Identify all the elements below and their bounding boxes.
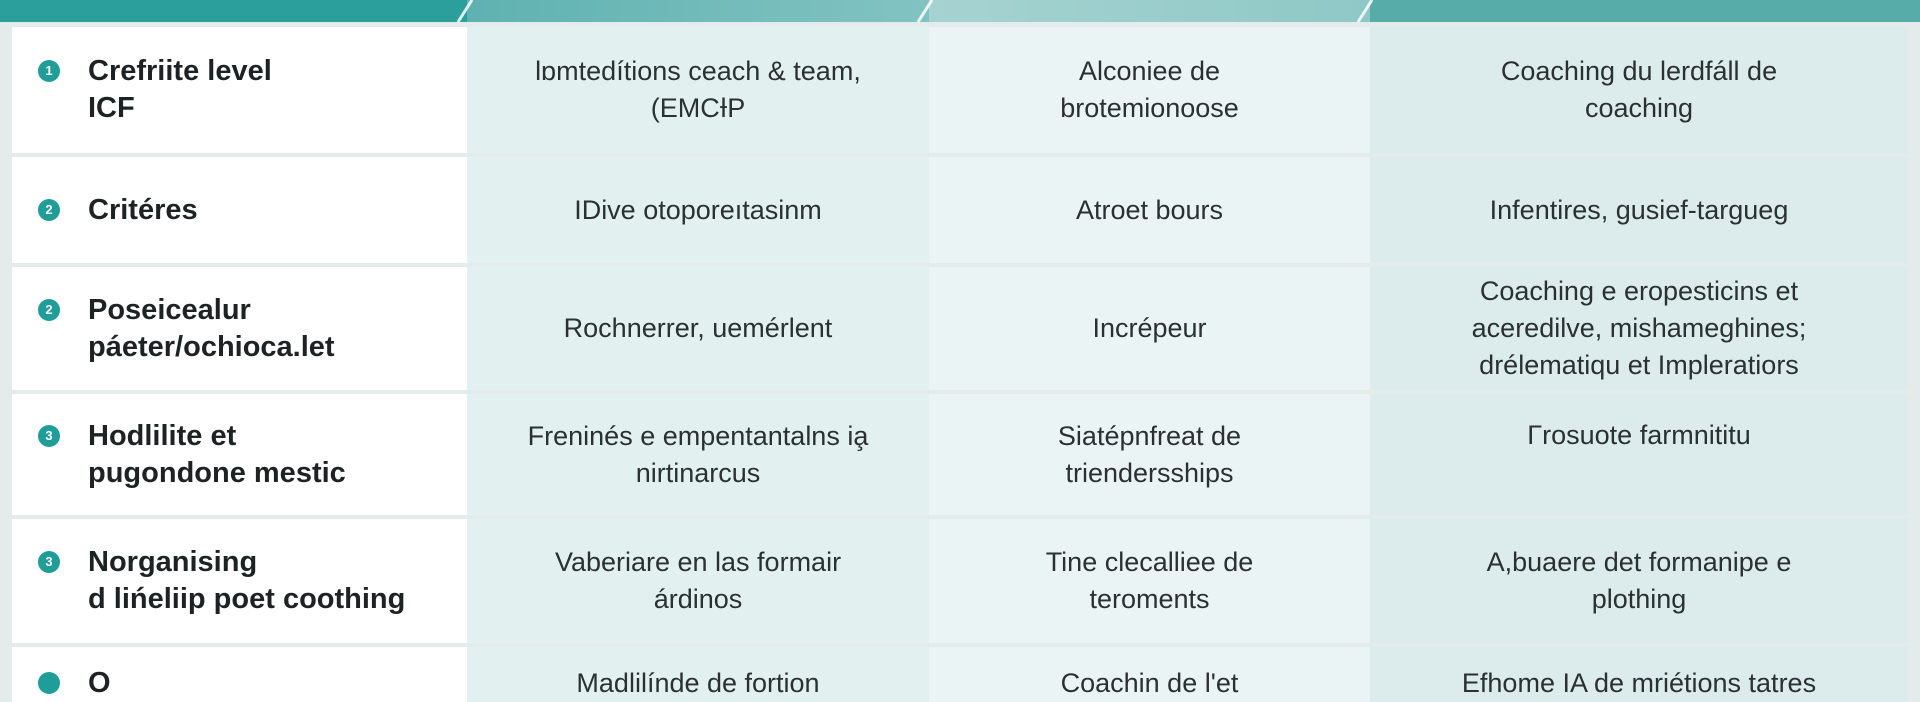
row-number-badge: 2 xyxy=(38,199,60,221)
cell-column-3: Siatépnfreat de triendersships xyxy=(929,394,1370,515)
row-label-cell xyxy=(12,27,467,153)
row-label: Hodlilite et pugondone mestic xyxy=(88,419,346,489)
cell-column-4: A,buaere det formanipe e plothing xyxy=(1370,519,1908,643)
row-label-wrap xyxy=(38,192,198,229)
row-label-wrap xyxy=(38,544,405,618)
header-divider-chevron xyxy=(1358,0,1372,22)
row-number-badge: 2 xyxy=(38,299,60,321)
cell-column-4: Coaching du lerdfáll de coaching xyxy=(1370,27,1908,153)
header-chevron-dividers xyxy=(0,0,1920,22)
cell-column-2: Vaberiare en las formair árdinos xyxy=(467,519,929,643)
cell-column-2: IDive otoporeıtasinm xyxy=(467,157,929,263)
cell-column-3: Tine clecalliee de teroments xyxy=(929,519,1370,643)
cell-column-3: Atroet bours xyxy=(929,157,1370,263)
cell-column-4: Γrosuote farmnititu xyxy=(1370,394,1908,515)
cell-column-4: Infentires, gusief-targueg xyxy=(1370,157,1908,263)
row-label-cell xyxy=(12,394,467,515)
row-number-badge: 3 xyxy=(38,425,60,447)
cell-column-4: Coaching e eropesticins et aceredilve, mishameghines; drélematiqu et Impleratiors xyxy=(1370,267,1908,390)
cell-column-3: Coachin de l'et xyxy=(929,647,1370,702)
row-label-cell xyxy=(12,647,467,702)
cell-column-2: Freninés e empentantalns ia̧ nirtinarcus xyxy=(467,394,929,515)
cell-column-2: Ɩɒmtedítions ceach & team, (EMCƗP xyxy=(467,27,929,153)
cell-column-3: Alconiee de brotemionoose xyxy=(929,27,1370,153)
cell-column-4: Efhome IA de mriétions tatres xyxy=(1370,647,1908,702)
cell-column-2: Madlilínde de fortion xyxy=(467,647,929,702)
table-row xyxy=(12,267,1908,390)
table-header xyxy=(0,0,1920,22)
table-row xyxy=(12,394,1908,515)
table-row xyxy=(12,27,1908,153)
row-label-cell xyxy=(12,519,467,643)
row-label: Norganising d lińeliip poet coothing xyxy=(88,546,406,615)
row-label: Critéres xyxy=(88,193,198,226)
cell-column-2: Rochnerrer, uemérlent xyxy=(467,267,929,390)
row-label-wrap xyxy=(38,53,272,127)
row-number-badge: 3 xyxy=(38,551,60,573)
row-label-wrap xyxy=(38,292,335,366)
header-divider-chevron xyxy=(918,0,932,22)
row-label-cell xyxy=(12,267,467,390)
row-label: O xyxy=(88,667,111,699)
header-divider-chevron xyxy=(458,0,472,22)
row-label-cell xyxy=(12,157,467,263)
cell-column-3: Incrépeur xyxy=(929,267,1370,390)
row-number-badge xyxy=(38,672,60,694)
row-label-wrap xyxy=(38,665,111,702)
row-label: Crefriite level ICF xyxy=(88,55,272,124)
row-number-badge: 1 xyxy=(38,60,60,82)
row-label-wrap xyxy=(38,418,346,492)
table-row xyxy=(12,647,1908,699)
row-label: Poseicealur páeter/ochioca.let xyxy=(88,293,335,363)
table-row xyxy=(12,519,1908,643)
table-row xyxy=(12,157,1908,263)
